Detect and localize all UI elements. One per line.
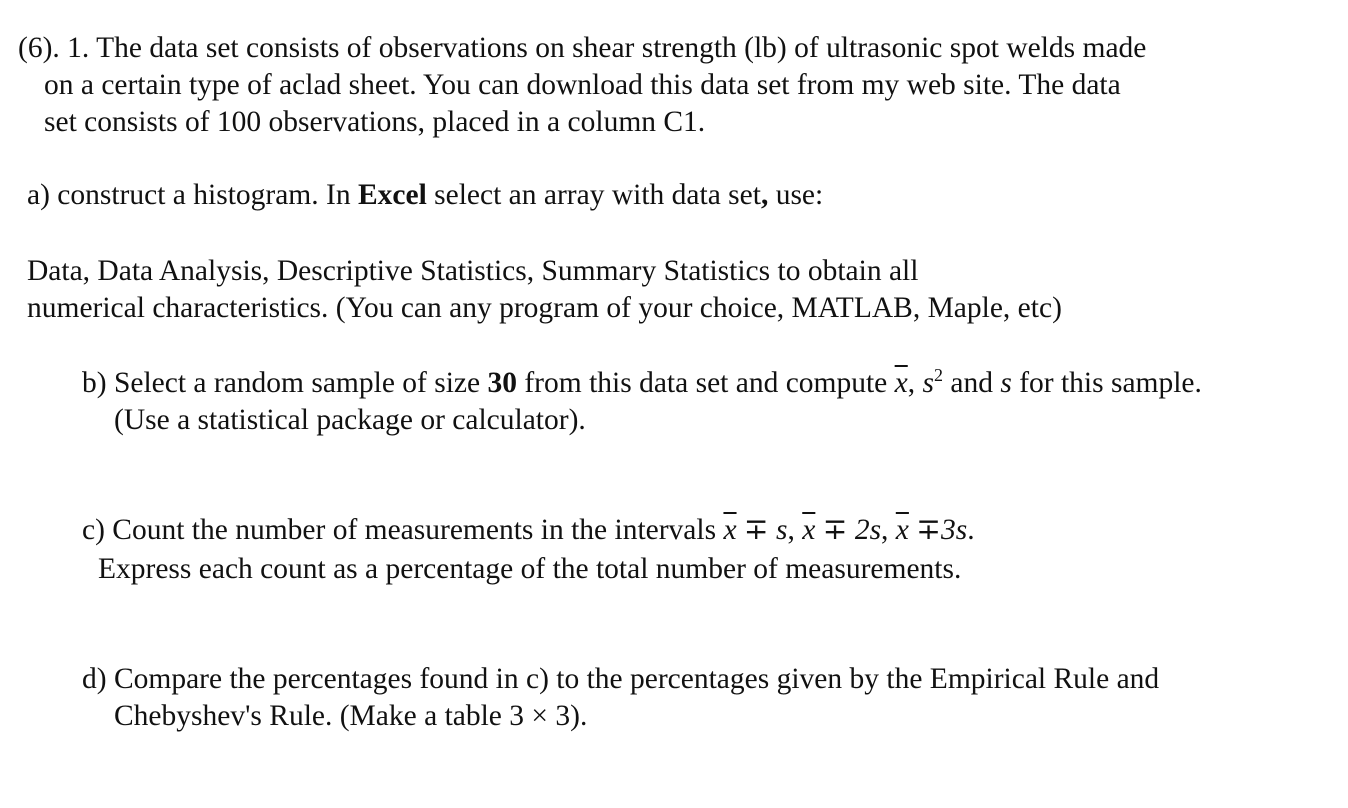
part-d-line-2	[114, 698, 587, 734]
interval-sep: ,	[881, 514, 896, 546]
times-symbol: ×	[531, 700, 549, 732]
part-c-line-2: Express each count as a percentage of the total number of measurements.	[98, 553, 962, 585]
problem-line-3: set consists of 100 observations, placed in a column C1.	[44, 106, 706, 138]
part-a-suffix-2: use:	[768, 179, 824, 211]
part-b-line-1	[82, 365, 1202, 401]
part-a-suffix: select an array with data set	[426, 179, 761, 211]
superscript-2: 2	[933, 365, 943, 385]
part-a-comma: ,	[760, 179, 769, 211]
part-a	[27, 177, 823, 213]
part-a-prefix: a) construct a histogram. In	[27, 179, 358, 211]
problem-line-1: (6). 1. The data set consists of observations on shear strength (lb) of ultrasonic spot welds made	[18, 32, 1147, 64]
interval-expr: 3s	[940, 514, 968, 546]
problem-line-2: on a certain type of aclad sheet. You can download this data set from my web site. The data	[44, 69, 1121, 101]
xbar-symbol: $\overline{x}$	[895, 514, 909, 546]
interval-sep: .	[967, 514, 975, 546]
part-b-comma: ,	[907, 367, 923, 399]
xbar-symbol: $\overline{x}$	[723, 514, 737, 546]
instructions-line-1: Data, Data Analysis, Descriptive Statistics, Summary Statistics to obtain all	[27, 255, 919, 287]
part-b-and: and	[942, 367, 1001, 399]
part-b-prefix: b) Select a random sample of size	[82, 367, 488, 399]
s-variance-symbol: s	[922, 367, 934, 399]
interval-expr: 2s	[854, 514, 882, 546]
part-d-line-1: d) Compare the percentages found in c) to the percentages given by the Empirical Rule and	[82, 663, 1160, 695]
part-b-sample-size: 30	[487, 367, 517, 399]
interval-2	[802, 514, 896, 546]
part-c-prefix: c) Count the number of measurements in the intervals	[82, 514, 724, 546]
instructions-line-2: numerical characteristics. (You can any program of your choice, MATLAB, Maple, etc)	[27, 292, 1062, 324]
part-d-prefix: Chebyshev's Rule. (Make a table 3	[114, 700, 532, 732]
part-a-excel: Excel	[357, 179, 427, 211]
part-c-line-1	[82, 512, 975, 548]
interval-sep: ,	[787, 514, 803, 546]
minus-plus-symbol: ∓	[736, 514, 777, 546]
interval-3	[896, 514, 975, 546]
xbar-symbol: $\overline{x}$	[894, 367, 908, 399]
minus-plus-symbol: ∓	[815, 514, 855, 546]
interval-expr: s	[776, 514, 788, 546]
xbar-symbol: $\overline{x}$	[802, 514, 816, 546]
part-b-line-2: (Use a statistical package or calculator).	[114, 404, 586, 436]
part-d-suffix: 3).	[548, 700, 588, 732]
minus-plus-symbol: ∓	[908, 514, 941, 546]
part-b-suffix: for this sample.	[1011, 367, 1202, 399]
part-b-mid: from this data set and compute	[516, 367, 895, 399]
interval-1	[723, 514, 802, 546]
s-symbol: s	[1000, 367, 1012, 399]
